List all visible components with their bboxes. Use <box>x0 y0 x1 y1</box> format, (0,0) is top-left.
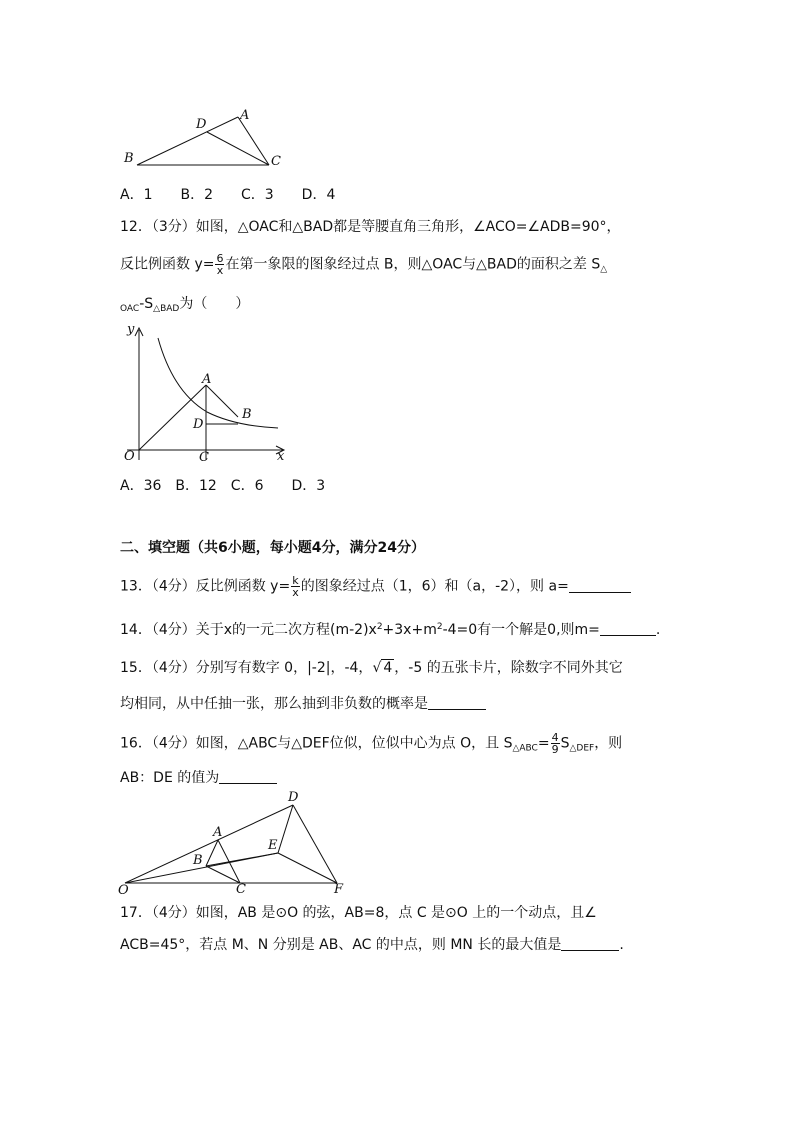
q13-fraction <box>291 575 300 598</box>
q16-sub-def: △DEF <box>569 743 595 754</box>
sqrt-radicand: 4 <box>383 660 393 676</box>
segment-de <box>278 805 293 853</box>
q14-sup2: 2 <box>436 622 443 632</box>
answer-blank[interactable] <box>561 936 619 951</box>
q12-subscript-triangle: △ <box>600 264 608 275</box>
figure-q11 <box>118 105 293 170</box>
q12-line2-pre: 反比例函数 y= <box>120 256 215 273</box>
q16-fraction <box>551 732 560 755</box>
q12-line3 <box>120 294 249 319</box>
answer-blank[interactable] <box>600 621 656 636</box>
q13-post: 的图象经过点（1，6）和（a，-2），则 a= <box>300 578 569 595</box>
segment-ac <box>238 117 269 165</box>
point-label-a: A <box>240 108 250 123</box>
q16-eq: = <box>537 735 550 752</box>
point-label-a: A <box>202 372 212 387</box>
q15-line2 <box>120 694 486 714</box>
q16-line1-pre: 16．（4分）如图，△ABC与△DEF位似，位似中心为点 O，且 S <box>120 735 513 752</box>
q16-s2: S <box>560 735 570 752</box>
q12-fraction <box>215 253 224 276</box>
fraction-denominator: x <box>292 586 299 599</box>
q12-line2 <box>120 253 607 280</box>
q14-pre: 14．（4分）关于x的一元二次方程(m-2)x <box>120 622 377 638</box>
fraction-denominator: 9 <box>551 743 559 756</box>
q17-line1: 17．（4分）如图，AB 是⊙O 的弦，AB=8，点 C 是⊙O 上的一个动点，且∠ <box>120 905 597 921</box>
point-label-f: F <box>334 882 344 897</box>
point-label-o: O <box>118 883 129 898</box>
q15-line1-pre: 15．（4分）分别写有数字 0，|-2|，-4， <box>120 660 373 676</box>
fraction-numerator: 6 <box>216 252 224 265</box>
point-label-d: D <box>196 117 207 132</box>
answer-blank[interactable] <box>219 769 277 784</box>
point-label-d: D <box>193 417 204 432</box>
q12-sub-bad: △BAD <box>153 304 180 314</box>
section-heading: 二、填空题（共6小题，每小题4分，满分24分） <box>120 540 425 556</box>
q14-mid: +3x+m <box>382 622 437 638</box>
fraction-numerator: 4 <box>551 731 559 744</box>
segment-dc <box>207 132 269 165</box>
q12-line1: 12．（3分）如图，△OAC和△BAD都是等腰直角三角形，∠ACO=∠ADB=90°， <box>120 219 621 235</box>
point-label-b: B <box>242 407 252 422</box>
point-label-c: C <box>236 882 246 897</box>
point-label-c: C <box>271 154 281 169</box>
q13-pre: 13．（4分）反比例函数 y= <box>120 578 291 595</box>
fraction-denominator: x <box>216 264 224 277</box>
q17-line2-text: ACB=45°，若点 M、N 分别是 AB、AC 的中点，则 MN 长的最大值是 <box>120 937 562 953</box>
q16-sub-abc: △ABC <box>512 743 538 754</box>
q16-line1 <box>120 732 622 759</box>
answer-blank[interactable] <box>428 695 486 710</box>
sqrt-expression <box>372 658 394 678</box>
answer-blank[interactable] <box>569 578 631 593</box>
axis-label-y: y <box>127 322 135 337</box>
q17-end: . <box>619 937 624 953</box>
point-label-b: B <box>124 151 134 166</box>
fraction-numerator: k <box>292 574 299 587</box>
segment-bc <box>206 866 240 883</box>
q16-line2 <box>120 768 277 788</box>
q14-post: -4=0有一个解是0,则m= <box>442 622 600 638</box>
q12-paren: 为（ ） <box>179 296 250 312</box>
point-label-d: D <box>288 790 299 805</box>
segment-ab <box>206 840 218 866</box>
q14-end: . <box>655 622 661 638</box>
q12-choices: A．36 B．12 C．6 D．3 <box>120 478 326 494</box>
sqrt-symbol: √ <box>372 660 382 676</box>
figure-q12 <box>115 322 295 467</box>
q12-line2-post: 在第一象限的图象经过点 B，则△OAC与△BAD的面积之差 S <box>225 256 601 273</box>
q16-line2-text: AB：DE 的值为 <box>120 770 220 786</box>
segment-be <box>206 853 278 866</box>
q14 <box>120 617 660 640</box>
q15-line1-post: ，-5 的五张卡片，除数字不同外其它 <box>394 660 623 676</box>
point-label-o: O <box>124 449 135 464</box>
point-label-b: B <box>193 853 203 868</box>
segment-ab <box>206 385 238 417</box>
q12-minus-s: -S <box>139 296 154 312</box>
point-label-c: C <box>199 450 209 465</box>
q16-line1-post: ，则 <box>594 735 623 752</box>
q17-line2 <box>120 935 624 955</box>
point-label-a: A <box>213 825 223 840</box>
q15-line1 <box>120 658 623 678</box>
axis-label-x: x <box>277 449 285 464</box>
q11-choices: A．1 B．2 C．3 D．4 <box>120 187 336 203</box>
point-label-e: E <box>268 838 278 853</box>
q15-line2-text: 均相同，从中任抽一张，那么抽到非负数的概率是 <box>120 696 428 712</box>
q14-sup1: 2 <box>376 622 383 632</box>
figure-q16 <box>115 790 345 895</box>
q12-sub-oac: OAC <box>120 304 140 314</box>
q13 <box>120 575 631 598</box>
